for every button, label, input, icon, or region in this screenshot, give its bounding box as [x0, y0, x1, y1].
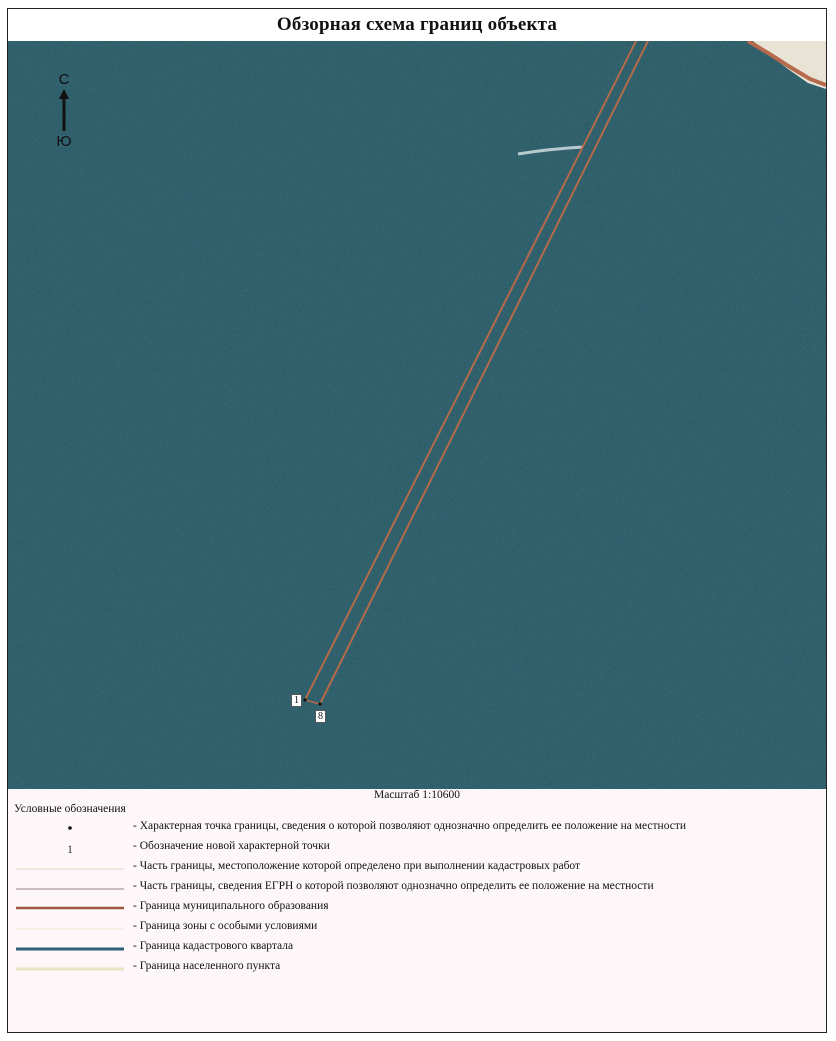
- legend-text: - Обозначение новой характерной точки: [133, 840, 330, 852]
- legend-item-point: [14, 818, 814, 838]
- legend-item-cadastral-works-boundary: [14, 858, 814, 878]
- number-symbol: 1: [67, 842, 73, 856]
- legend-text: - Граница населенного пункта: [133, 960, 281, 972]
- line-symbol: [16, 858, 124, 878]
- legend-text: - Характерная точка границы, сведения о которой позволяют однозначно определить ее положение на местности: [133, 820, 687, 832]
- boundary-point-1: [303, 698, 306, 701]
- legend-text: - Граница муниципального образования: [133, 900, 329, 912]
- map-title: Обзорная схема границ объекта: [276, 14, 558, 35]
- line-symbol: [16, 958, 124, 978]
- line-symbol: [16, 878, 124, 898]
- legend: [14, 803, 814, 978]
- boundary-point-8: [318, 702, 321, 705]
- map-sheet: [7, 8, 827, 1033]
- north-arrow: [52, 71, 76, 151]
- south-letter: Ю: [56, 133, 72, 150]
- legend-item-special-zone: [14, 918, 814, 938]
- legend-item-settlement: [14, 958, 814, 978]
- legend-text: - Часть границы, местоположение которой определено при выполнении кадастровых работ: [133, 860, 581, 872]
- legend-item-new-point: [14, 838, 814, 858]
- point-label-1: 1: [291, 694, 302, 707]
- legend-item-cadastral-quarter: [14, 938, 814, 958]
- title-bar: [8, 9, 826, 42]
- point-label-8: 8: [315, 710, 326, 723]
- line-symbol: [16, 898, 124, 918]
- legend-text: - Граница кадастрового квартала: [133, 940, 294, 952]
- legend-text: - Граница зоны с особыми условиями: [133, 920, 318, 932]
- legend-title: Условные обозначения: [14, 803, 126, 815]
- satellite-image: [8, 41, 826, 789]
- north-letter: С: [58, 71, 70, 88]
- legend-item-egrn-boundary: [14, 878, 814, 898]
- line-symbol: [16, 938, 124, 958]
- scale-text: Масштаб 1:10600: [374, 789, 460, 801]
- dot-symbol: [16, 818, 124, 838]
- line-symbol: [16, 918, 124, 938]
- legend-item-municipal-boundary: [14, 898, 814, 918]
- north-arrow-icon: [52, 89, 76, 133]
- map-area[interactable]: [8, 41, 826, 789]
- legend-text: - Часть границы, сведения ЕГРН о которой позволяют однозначно определить ее положение на местности: [133, 880, 654, 892]
- water-texture-dark: [8, 41, 826, 789]
